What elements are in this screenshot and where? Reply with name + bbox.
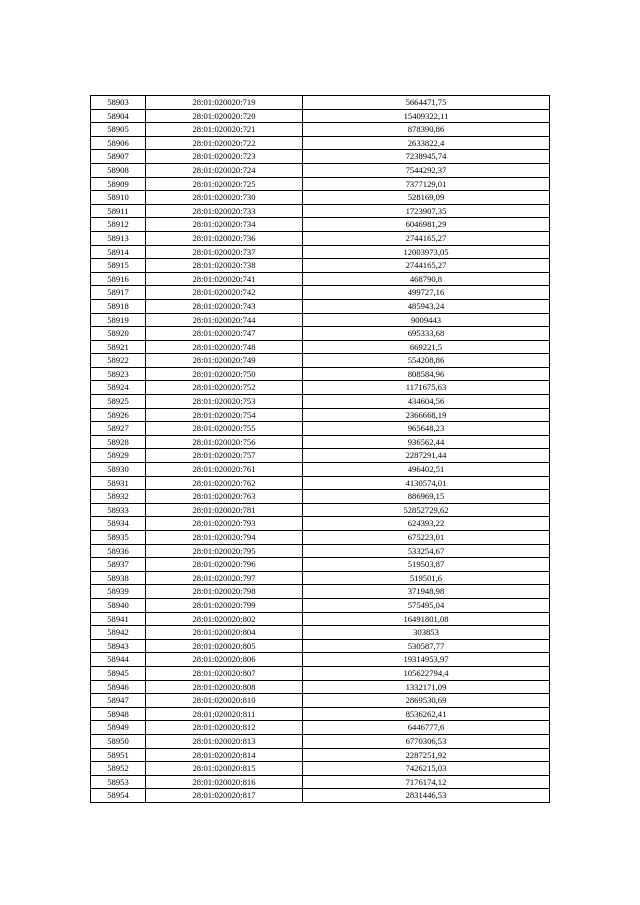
table-row — [91, 109, 550, 123]
cadastral-number-cell: 28:01:020020:813 — [146, 734, 303, 748]
row-number-cell: 58938 — [91, 571, 146, 585]
cadastral-number-cell: 28:01:020020:737 — [146, 245, 303, 259]
table-row — [91, 789, 550, 803]
row-number-cell: 58913 — [91, 231, 146, 245]
cadastral-number-cell: 28:01:020020:799 — [146, 598, 303, 612]
cadastral-value-cell: 675223,01 — [303, 531, 550, 545]
table-row — [91, 299, 550, 313]
cadastral-value-cell: 936562,44 — [303, 435, 550, 449]
row-number-cell: 58919 — [91, 313, 146, 327]
row-number-cell: 58922 — [91, 354, 146, 368]
table-row — [91, 680, 550, 694]
cadastral-number-cell: 28:01:020020:793 — [146, 517, 303, 531]
cadastral-number-cell: 28:01:020020:762 — [146, 476, 303, 490]
cadastral-number-cell: 28:01:020020:755 — [146, 422, 303, 436]
cadastral-value-cell: 4130574,01 — [303, 476, 550, 490]
row-number-cell: 58930 — [91, 463, 146, 477]
cadastral-number-cell: 28:01:020020:757 — [146, 449, 303, 463]
table-row — [91, 204, 550, 218]
cadastral-value-cell: 2869530,69 — [303, 694, 550, 708]
table-row — [91, 721, 550, 735]
cadastral-value-cell: 533254,67 — [303, 544, 550, 558]
cadastral-number-cell: 28:01:020020:794 — [146, 531, 303, 545]
cadastral-number-cell: 28:01:020020:744 — [146, 313, 303, 327]
table-row — [91, 367, 550, 381]
cadastral-number-cell: 28:01:020020:733 — [146, 204, 303, 218]
row-number-cell: 58906 — [91, 136, 146, 150]
cadastral-number-cell: 28:01:020020:808 — [146, 680, 303, 694]
row-number-cell: 58925 — [91, 395, 146, 409]
cadastral-number-cell: 28:01:020020:817 — [146, 789, 303, 803]
table-row — [91, 286, 550, 300]
table-row — [91, 598, 550, 612]
table-row — [91, 259, 550, 273]
cadastral-value-cell: 5664471,75 — [303, 96, 550, 110]
row-number-cell: 58920 — [91, 327, 146, 341]
cadastral-number-cell: 28:01:020020:810 — [146, 694, 303, 708]
cadastral-number-cell: 28:01:020020:804 — [146, 626, 303, 640]
row-number-cell: 58953 — [91, 775, 146, 789]
cadastral-value-cell: 1332171,09 — [303, 680, 550, 694]
cadastral-number-cell: 28:01:020020:811 — [146, 707, 303, 721]
row-number-cell: 58904 — [91, 109, 146, 123]
row-number-cell: 58918 — [91, 299, 146, 313]
table-row — [91, 666, 550, 680]
row-number-cell: 58937 — [91, 558, 146, 572]
row-number-cell: 58940 — [91, 598, 146, 612]
cadastral-value-cell: 2633822,4 — [303, 136, 550, 150]
row-number-cell: 58934 — [91, 517, 146, 531]
table-row — [91, 762, 550, 776]
cadastral-number-cell: 28:01:020020:802 — [146, 612, 303, 626]
table-row — [91, 245, 550, 259]
cadastral-number-cell: 28:01:020020:719 — [146, 96, 303, 110]
cadastral-number-cell: 28:01:020020:748 — [146, 340, 303, 354]
row-number-cell: 58950 — [91, 734, 146, 748]
cadastral-value-cell: 105622794,4 — [303, 666, 550, 680]
cadastral-number-cell: 28:01:020020:781 — [146, 503, 303, 517]
cadastral-number-cell: 28:01:020020:752 — [146, 381, 303, 395]
row-number-cell: 58916 — [91, 272, 146, 286]
table-row — [91, 517, 550, 531]
cadastral-number-cell: 28:01:020020:723 — [146, 150, 303, 164]
cadastral-value-cell: 1723907,35 — [303, 204, 550, 218]
cadastral-number-cell: 28:01:020020:741 — [146, 272, 303, 286]
row-number-cell: 58935 — [91, 531, 146, 545]
cadastral-number-cell: 28:01:020020:795 — [146, 544, 303, 558]
cadastral-number-cell: 28:01:020020:734 — [146, 218, 303, 232]
cadastral-number-cell: 28:01:020020:814 — [146, 748, 303, 762]
table-row — [91, 340, 550, 354]
cadastral-value-cell: 2287251,92 — [303, 748, 550, 762]
row-number-cell: 58926 — [91, 408, 146, 422]
cadastral-value-cell: 434604,56 — [303, 395, 550, 409]
row-number-cell: 58931 — [91, 476, 146, 490]
cadastral-value-cell: 9009443 — [303, 313, 550, 327]
row-number-cell: 58949 — [91, 721, 146, 735]
row-number-cell: 58921 — [91, 340, 146, 354]
table-row — [91, 313, 550, 327]
table-row — [91, 653, 550, 667]
cadastral-value-cell: 528169,09 — [303, 191, 550, 205]
cadastral-value-cell: 669221,5 — [303, 340, 550, 354]
cadastral-value-cell: 6046981,29 — [303, 218, 550, 232]
cadastral-value-cell: 6446777,6 — [303, 721, 550, 735]
document-page — [90, 95, 549, 803]
cadastral-value-cell: 878390,86 — [303, 123, 550, 137]
row-number-cell: 58947 — [91, 694, 146, 708]
table-row — [91, 503, 550, 517]
row-number-cell: 58910 — [91, 191, 146, 205]
row-number-cell: 58907 — [91, 150, 146, 164]
cadastral-value-cell: 2831446,53 — [303, 789, 550, 803]
table-row — [91, 748, 550, 762]
cadastral-value-cell: 12003973,05 — [303, 245, 550, 259]
table-row — [91, 272, 550, 286]
table-row — [91, 734, 550, 748]
table-row — [91, 707, 550, 721]
cadastral-number-cell: 28:01:020020:743 — [146, 299, 303, 313]
table-row — [91, 531, 550, 545]
row-number-cell: 58928 — [91, 435, 146, 449]
cadastral-number-cell: 28:01:020020:797 — [146, 571, 303, 585]
row-number-cell: 58911 — [91, 204, 146, 218]
row-number-cell: 58912 — [91, 218, 146, 232]
cadastral-number-cell: 28:01:020020:806 — [146, 653, 303, 667]
table-row — [91, 136, 550, 150]
table-row — [91, 163, 550, 177]
cadastral-number-cell: 28:01:020020:796 — [146, 558, 303, 572]
table-row — [91, 449, 550, 463]
table-row — [91, 327, 550, 341]
cadastral-value-cell: 8536262,41 — [303, 707, 550, 721]
cadastral-value-cell: 499727,16 — [303, 286, 550, 300]
cadastral-value-cell: 554208,86 — [303, 354, 550, 368]
row-number-cell: 58954 — [91, 789, 146, 803]
cadastral-number-cell: 28:01:020020:730 — [146, 191, 303, 205]
cadastral-number-cell: 28:01:020020:805 — [146, 639, 303, 653]
cadastral-value-cell: 530587,77 — [303, 639, 550, 653]
cadastral-value-cell: 965648,23 — [303, 422, 550, 436]
cadastral-value-cell: 2744165,27 — [303, 231, 550, 245]
cadastral-value-cell: 519501,6 — [303, 571, 550, 585]
table-row — [91, 123, 550, 137]
table-body — [91, 96, 550, 803]
row-number-cell: 58903 — [91, 96, 146, 110]
cadastral-value-cell: 468790,8 — [303, 272, 550, 286]
cadastral-value-cell: 371948,98 — [303, 585, 550, 599]
cadastral-value-cell: 2287291,44 — [303, 449, 550, 463]
cadastral-number-cell: 28:01:020020:722 — [146, 136, 303, 150]
cadastral-number-cell: 28:01:020020:812 — [146, 721, 303, 735]
row-number-cell: 58951 — [91, 748, 146, 762]
cadastral-value-cell: 303853 — [303, 626, 550, 640]
row-number-cell: 58917 — [91, 286, 146, 300]
cadastral-value-cell: 808584,96 — [303, 367, 550, 381]
table-row — [91, 639, 550, 653]
row-number-cell: 58909 — [91, 177, 146, 191]
cadastral-value-cell: 496402,51 — [303, 463, 550, 477]
table-row — [91, 612, 550, 626]
table-row — [91, 544, 550, 558]
table-row — [91, 694, 550, 708]
row-number-cell: 58952 — [91, 762, 146, 776]
row-number-cell: 58924 — [91, 381, 146, 395]
cadastral-number-cell: 28:01:020020:807 — [146, 666, 303, 680]
row-number-cell: 58941 — [91, 612, 146, 626]
cadastral-number-cell: 28:01:020020:763 — [146, 490, 303, 504]
table-row — [91, 408, 550, 422]
row-number-cell: 58914 — [91, 245, 146, 259]
table-row — [91, 558, 550, 572]
table-row — [91, 490, 550, 504]
row-number-cell: 58933 — [91, 503, 146, 517]
row-number-cell: 58945 — [91, 666, 146, 680]
row-number-cell: 58946 — [91, 680, 146, 694]
cadastral-value-cell: 15409322,11 — [303, 109, 550, 123]
cadastral-value-cell: 519503,87 — [303, 558, 550, 572]
cadastral-number-cell: 28:01:020020:736 — [146, 231, 303, 245]
row-number-cell: 58943 — [91, 639, 146, 653]
cadastral-number-cell: 28:01:020020:750 — [146, 367, 303, 381]
cadastral-value-cell: 7176174,12 — [303, 775, 550, 789]
cadastral-number-cell: 28:01:020020:747 — [146, 327, 303, 341]
table-row — [91, 177, 550, 191]
cadastral-value-cell: 7238945,74 — [303, 150, 550, 164]
cadastral-number-cell: 28:01:020020:721 — [146, 123, 303, 137]
table-row — [91, 571, 550, 585]
cadastral-number-cell: 28:01:020020:754 — [146, 408, 303, 422]
cadastral-number-cell: 28:01:020020:720 — [146, 109, 303, 123]
cadastral-number-cell: 28:01:020020:738 — [146, 259, 303, 273]
row-number-cell: 58905 — [91, 123, 146, 137]
row-number-cell: 58944 — [91, 653, 146, 667]
cadastral-value-cell: 6770306,53 — [303, 734, 550, 748]
cadastral-value-cell: 19314953,97 — [303, 653, 550, 667]
cadastral-number-cell: 28:01:020020:816 — [146, 775, 303, 789]
cadastral-value-cell: 7426215,03 — [303, 762, 550, 776]
cadastral-number-cell: 28:01:020020:815 — [146, 762, 303, 776]
table-row — [91, 422, 550, 436]
row-number-cell: 58929 — [91, 449, 146, 463]
cadastral-value-cell: 575495,04 — [303, 598, 550, 612]
cadastral-value-cell: 886969,15 — [303, 490, 550, 504]
table-row — [91, 231, 550, 245]
cadastral-value-cell: 2744165,27 — [303, 259, 550, 273]
cadastral-value-cell: 7544292,37 — [303, 163, 550, 177]
row-number-cell: 58942 — [91, 626, 146, 640]
cadastral-value-cell: 52852729,62 — [303, 503, 550, 517]
cadastral-number-cell: 28:01:020020:749 — [146, 354, 303, 368]
cadastral-value-cell: 624393,22 — [303, 517, 550, 531]
table-row — [91, 150, 550, 164]
cadastral-number-cell: 28:01:020020:798 — [146, 585, 303, 599]
table-row — [91, 354, 550, 368]
cadastral-number-cell: 28:01:020020:756 — [146, 435, 303, 449]
row-number-cell: 58939 — [91, 585, 146, 599]
table-row — [91, 96, 550, 110]
cadastral-number-cell: 28:01:020020:724 — [146, 163, 303, 177]
cadastral-value-cell: 1171675,63 — [303, 381, 550, 395]
cadastral-number-cell: 28:01:020020:753 — [146, 395, 303, 409]
table-row — [91, 395, 550, 409]
table-row — [91, 191, 550, 205]
cadastral-value-table — [90, 95, 550, 803]
table-row — [91, 381, 550, 395]
row-number-cell: 58927 — [91, 422, 146, 436]
cadastral-number-cell: 28:01:020020:742 — [146, 286, 303, 300]
table-row — [91, 435, 550, 449]
cadastral-value-cell: 16491801,08 — [303, 612, 550, 626]
row-number-cell: 58908 — [91, 163, 146, 177]
cadastral-value-cell: 7377129,01 — [303, 177, 550, 191]
table-row — [91, 218, 550, 232]
table-row — [91, 463, 550, 477]
table-row — [91, 476, 550, 490]
cadastral-value-cell: 485943,24 — [303, 299, 550, 313]
cadastral-value-cell: 695333,68 — [303, 327, 550, 341]
row-number-cell: 58936 — [91, 544, 146, 558]
row-number-cell: 58923 — [91, 367, 146, 381]
cadastral-number-cell: 28:01:020020:725 — [146, 177, 303, 191]
table-row — [91, 585, 550, 599]
row-number-cell: 58948 — [91, 707, 146, 721]
table-row — [91, 775, 550, 789]
table-row — [91, 626, 550, 640]
row-number-cell: 58915 — [91, 259, 146, 273]
row-number-cell: 58932 — [91, 490, 146, 504]
cadastral-value-cell: 2366668,19 — [303, 408, 550, 422]
cadastral-number-cell: 28:01:020020:761 — [146, 463, 303, 477]
